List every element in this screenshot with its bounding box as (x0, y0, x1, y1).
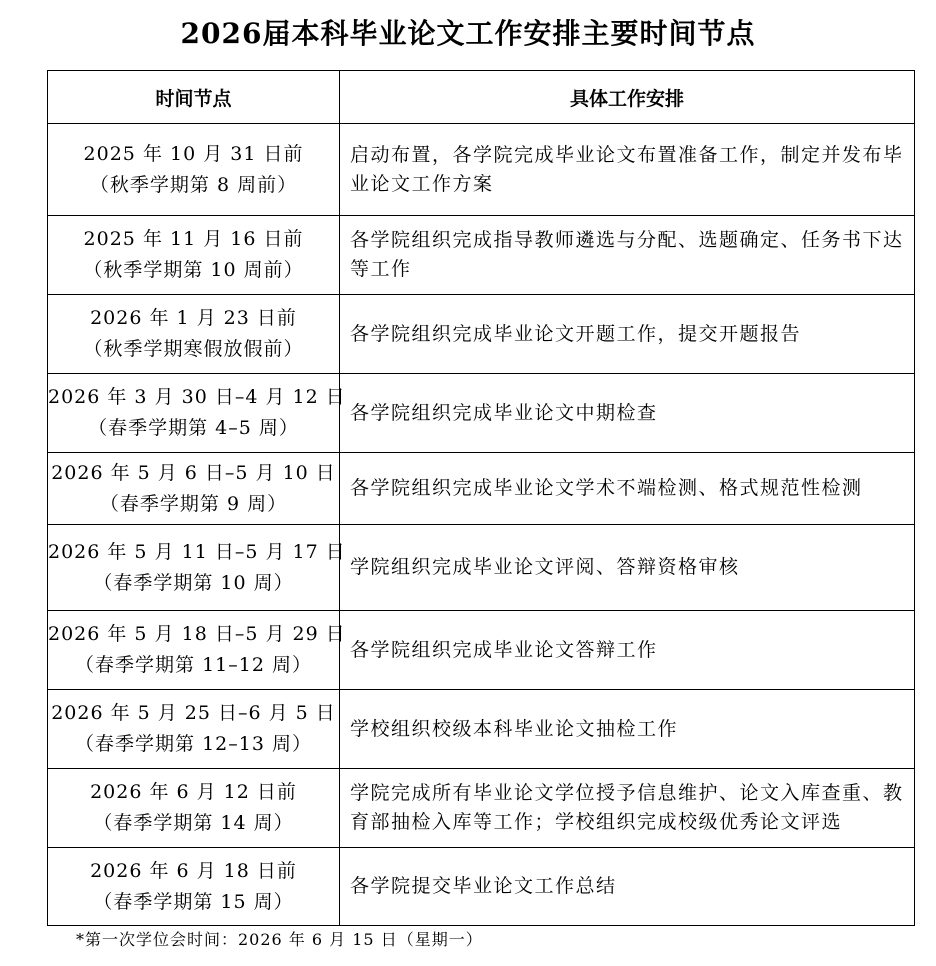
task-cell: 学院组织完成毕业论文评阅、答辩资格审核 (340, 525, 915, 611)
time-week: （春季学期第 10 周） (93, 571, 294, 594)
time-date: 2026 年 1 月 23 日前 (90, 307, 297, 329)
time-week: （春季学期第 4–5 周） (88, 417, 299, 439)
table-row (48, 611, 915, 690)
time-date: 2025 年 10 月 31 日前 (83, 142, 304, 165)
time-cell (48, 216, 340, 295)
time-cell (48, 769, 340, 848)
task-cell: 各学院组织完成毕业论文学术不端检测、格式规范性检测 (340, 453, 915, 525)
table-row (48, 848, 915, 926)
time-week: （秋季学期第 10 周前） (83, 259, 304, 281)
task-cell: 学校组织校级本科毕业论文抽检工作 (340, 690, 915, 769)
time-week: （春季学期第 12–13 周） (75, 733, 312, 755)
time-cell (48, 611, 346, 690)
table-row (48, 525, 915, 611)
header-time: 时间节点 (48, 71, 340, 124)
footnote: *第一次学位会时间：2026 年 6 月 15 日（星期一） (76, 930, 483, 949)
task-cell: 启动布置，各学院完成毕业论文布置准备工作，制定并发布毕业论文工作方案 (340, 124, 915, 216)
task-cell: 各学院组织完成毕业论文中期检查 (340, 374, 915, 453)
table-row (48, 453, 915, 525)
time-cell (48, 848, 340, 926)
task-cell: 各学院组织完成毕业论文开题工作，提交开题报告 (340, 295, 915, 374)
table-row (48, 769, 915, 848)
table-row (48, 124, 915, 216)
time-date: 2026 年 6 月 12 日前 (90, 781, 297, 803)
time-week: （春季学期第 9 周） (99, 492, 288, 515)
time-week: （秋季学期第 8 周前） (89, 173, 298, 196)
time-date: 2026 年 5 月 11 日–5 月 17 日 (48, 540, 346, 563)
task-cell: 各学院组织完成毕业论文答辩工作 (340, 611, 915, 690)
table-header-row (48, 71, 915, 124)
time-cell (48, 124, 340, 216)
time-cell (48, 374, 346, 453)
task-cell: 各学院提交毕业论文工作总结 (340, 848, 915, 926)
table-row (48, 374, 915, 453)
time-date: 2026 年 3 月 30 日–4 月 12 日 (48, 386, 346, 408)
time-week: （春季学期第 14 周） (93, 812, 294, 834)
page-title: 2026届本科毕业论文工作安排主要时间节点 (180, 17, 756, 50)
task-cell: 学院完成所有毕业论文学位授予信息维护、论文入库查重、教育部抽检入库等工作；学校组织完成校级优秀论文评选 (340, 769, 915, 848)
table-row (48, 690, 915, 769)
header-task: 具体工作安排 (340, 71, 915, 124)
time-week: （春季学期第 15 周） (93, 890, 294, 913)
time-cell (48, 525, 346, 611)
time-week: （秋季学期寒假放假前） (83, 338, 304, 360)
time-date: 2026 年 6 月 18 日前 (90, 859, 297, 882)
task-cell: 各学院组织完成指导教师遴选与分配、选题确定、任务书下达等工作 (340, 216, 915, 295)
table-row (48, 216, 915, 295)
time-cell (48, 690, 340, 769)
time-date: 2026 年 5 月 6 日–5 月 10 日 (51, 461, 336, 484)
time-cell (48, 295, 340, 374)
time-cell (48, 453, 340, 525)
schedule-table (47, 70, 915, 926)
time-date: 2025 年 11 月 16 日前 (83, 228, 304, 250)
table-row (48, 295, 915, 374)
time-week: （春季学期第 11–12 周） (75, 654, 312, 676)
time-date: 2026 年 5 月 25 日–6 月 5 日 (51, 702, 336, 724)
time-date: 2026 年 5 月 18 日–5 月 29 日 (48, 623, 346, 645)
